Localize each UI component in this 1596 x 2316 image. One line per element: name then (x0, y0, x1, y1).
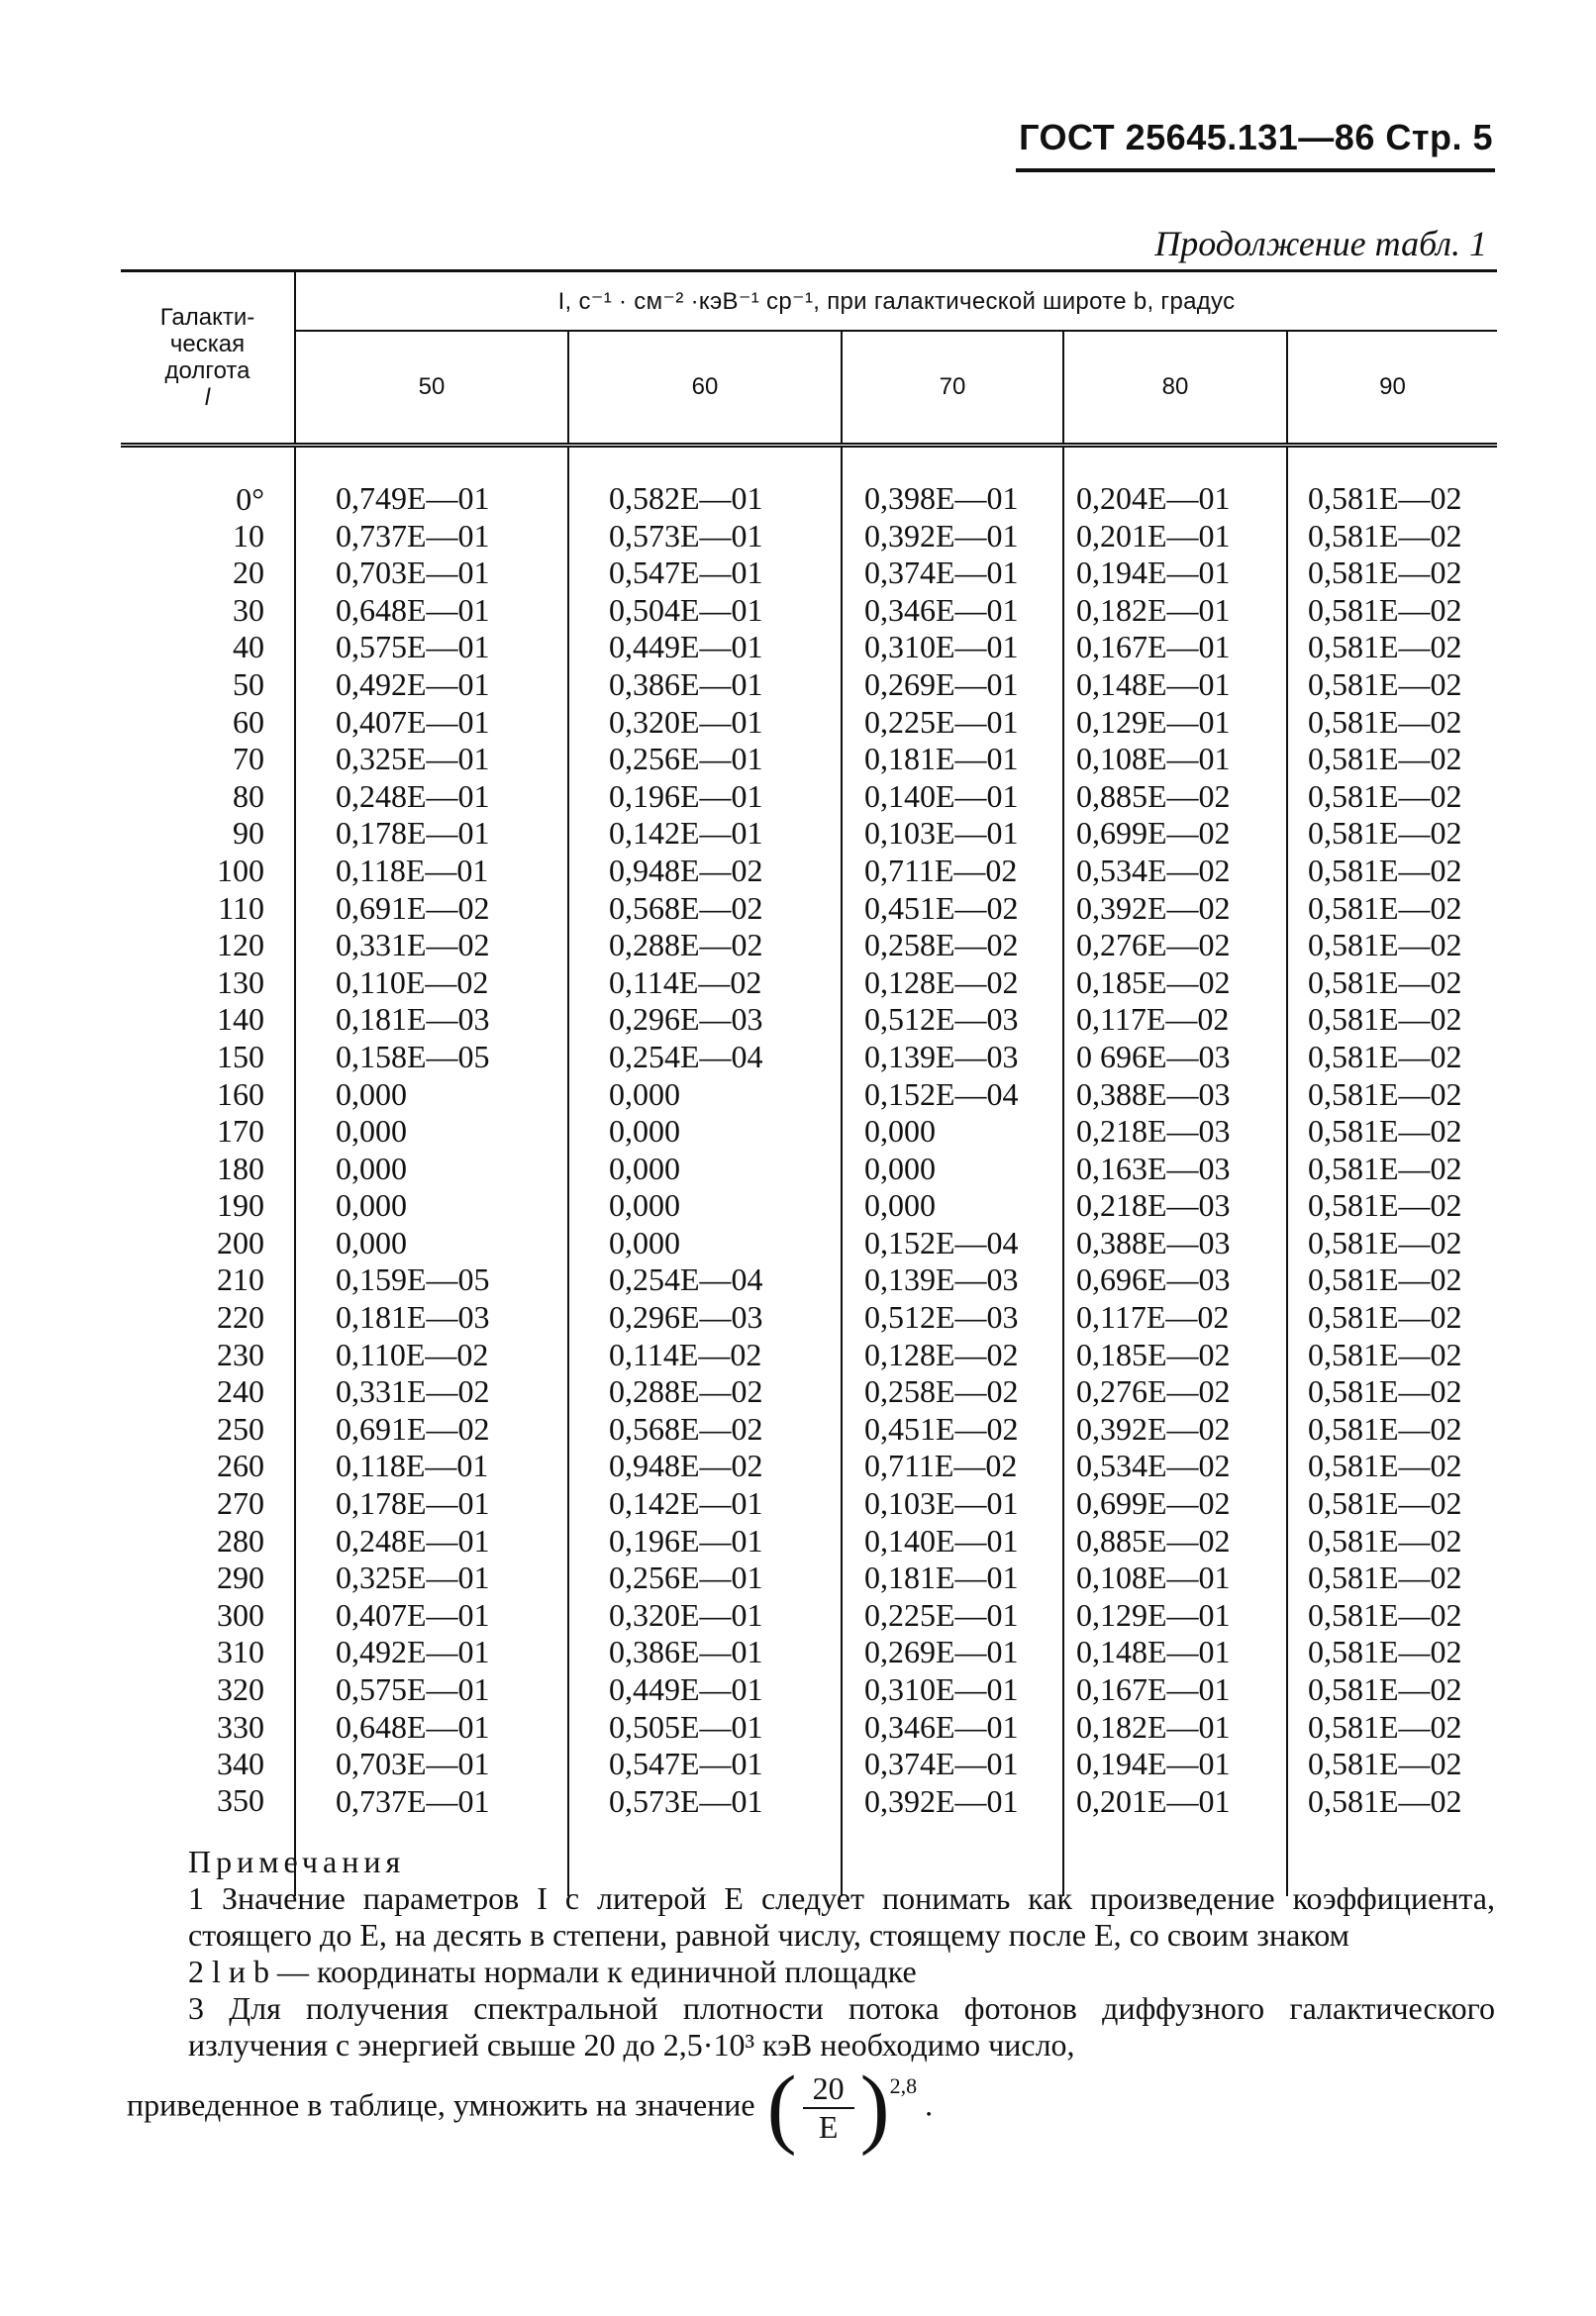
intensity-cell: 0,581Е—02 (1308, 629, 1462, 665)
longitude-cell: 230 (121, 1337, 295, 1374)
intensity-cell: 0,139Е—03 (842, 1039, 1063, 1076)
table-row (121, 1560, 1497, 1597)
header-rule (1016, 168, 1495, 172)
table-row (121, 1299, 1497, 1337)
intensity-cell: 0,581Е—02 (1308, 963, 1462, 1000)
intensity-cell: 0,374Е—01 (842, 554, 1063, 592)
intensity-cell: 0,254Е—04 (568, 1039, 842, 1076)
intensity-cell: 0,581Е—02 (1308, 1782, 1462, 1819)
table-row (121, 1151, 1497, 1188)
intensity-cell: 0,581Е—02 (1308, 1708, 1462, 1745)
intensity-cell: 0,148Е—01 (1063, 1634, 1287, 1671)
table-row (121, 1225, 1497, 1262)
intensity-cell: 0,000 (295, 1113, 568, 1151)
notes-section (127, 1844, 1495, 2157)
intensity-cell: 0,581Е—02 (1308, 1373, 1462, 1410)
intensity-cell: 0,581Е—02 (1308, 1596, 1462, 1633)
intensity-cell: 0,648Е—01 (295, 592, 568, 630)
intensity-cell: 0,196Е—01 (568, 778, 842, 816)
intensity-cell: 0,194Е—01 (1063, 554, 1287, 592)
longitude-cell: 190 (121, 1187, 295, 1225)
intensity-cell: 0,581Е—02 (1308, 927, 1462, 963)
intensity-cell: 0,568Е—02 (568, 890, 842, 928)
longitude-cell: 30 (121, 592, 295, 630)
intensity-cell: 0,581Е—02 (1308, 665, 1462, 702)
longitude-cell: 270 (121, 1485, 295, 1523)
intensity-cell: 0,691Е—02 (295, 1411, 568, 1449)
energy-formula: ( $\frac{20}{E}$ )$^{2,8}$ (766, 2059, 918, 2157)
table-row (121, 666, 1497, 704)
intensity-cell: 0,288Е—02 (568, 1373, 842, 1411)
intensity-cell: 0,194Е—01 (1063, 1746, 1287, 1783)
intensity-cell: 0,386Е—01 (568, 666, 842, 704)
longitude-cell: 240 (121, 1373, 295, 1411)
intensity-cell: 0,325Е—01 (295, 1560, 568, 1597)
longitude-cell: 100 (121, 853, 295, 890)
intensity-cell: 0,000 (568, 1225, 842, 1262)
intensity-cell: 0,000 (295, 1225, 568, 1262)
intensity-cell: 0,000 (295, 1187, 568, 1225)
latitude-header-70: 70 (842, 331, 1063, 446)
intensity-cell: 0,581Е—02 (1308, 1522, 1462, 1559)
longitude-cell: 10 (121, 518, 295, 555)
intensity-cell: 0,492Е—01 (295, 666, 568, 704)
formula-numerator: 20 (803, 2070, 854, 2109)
longitude-cell: 290 (121, 1560, 295, 1597)
note-3: 3 Для получения спектральной плотности потока фотонов диффузного галактического излучения с энергией свыше 20 до 2,5·10³ кэВ необходимо число, (188, 1990, 1495, 2063)
intensity-cell: 0,492Е—01 (295, 1634, 568, 1671)
table-row (121, 592, 1497, 630)
table-row (121, 778, 1497, 816)
formula-denominator: E (818, 2109, 839, 2145)
table-row (121, 964, 1497, 1002)
intensity-cell: 0,703Е—01 (295, 1746, 568, 1783)
intensity-cell: 0,114Е—02 (568, 964, 842, 1002)
intensity-cell: 0,181Е—01 (842, 741, 1063, 778)
latitude-header-90: 90 (1379, 373, 1406, 400)
table-row (121, 629, 1497, 666)
longitude-cell: 0° (121, 448, 295, 518)
longitude-cell: 70 (121, 741, 295, 778)
intensity-cell: 0,178Е—01 (295, 815, 568, 853)
intensity-cell: 0,711Е—02 (842, 1448, 1063, 1485)
longitude-cell: 80 (121, 778, 295, 816)
intensity-cell: 0,581Е—02 (1308, 591, 1462, 628)
intensity-cell: 0,269Е—01 (842, 666, 1063, 704)
intensity-cell: 0,108Е—01 (1063, 741, 1287, 778)
table-row (121, 815, 1497, 853)
intensity-cell: 0,181Е—03 (295, 1299, 568, 1337)
intensity-cell: 0,296Е—03 (568, 1001, 842, 1039)
intensity-cell: 0,581Е—02 (1308, 777, 1462, 814)
intensity-cell: 0,181Е—03 (295, 1001, 568, 1039)
intensity-cell: 0,581Е—02 (1308, 1001, 1462, 1038)
intensity-cell: 0,581Е—02 (1308, 1187, 1462, 1224)
longitude-cell: 320 (121, 1671, 295, 1709)
intensity-cell: 0,737Е—01 (295, 1783, 568, 1897)
intensity-cell: 0,581Е—02 (1308, 1299, 1462, 1336)
intensity-cell: 0,581Е—02 (1308, 1261, 1462, 1298)
longitude-cell: 350 (121, 1783, 295, 1897)
table-row (121, 1597, 1497, 1635)
intensity-cell: 0,374Е—01 (842, 1746, 1063, 1783)
intensity-cell: 0,158Е—05 (295, 1039, 568, 1076)
table-row (121, 1261, 1497, 1299)
intensity-cell: 0,117Е—02 (1063, 1001, 1287, 1039)
intensity-cell: 0,581Е—02 (1308, 480, 1462, 516)
longitude-cell: 150 (121, 1039, 295, 1076)
intensity-cell: 0,568Е—02 (568, 1411, 842, 1449)
longitude-cell: 160 (121, 1076, 295, 1114)
intensity-cell: 0,159Е—05 (295, 1261, 568, 1299)
table-row (121, 1001, 1497, 1039)
table-row (121, 1671, 1497, 1709)
intensity-cell: 0,547Е—01 (568, 554, 842, 592)
intensity-cell: 0,691Е—02 (295, 890, 568, 928)
intensity-cell: 0,392Е—01 (842, 1783, 1063, 1897)
intensity-cell: 0,000 (842, 1113, 1063, 1151)
intensity-cell: 0,225Е—01 (842, 704, 1063, 742)
intensity-cell: 0,103Е—01 (842, 815, 1063, 853)
intensity-cell: 0,388Е—03 (1063, 1225, 1287, 1262)
intensity-cell: 0,142Е—01 (568, 815, 842, 853)
intensity-cell: 0,182Е—01 (1063, 1709, 1287, 1747)
intensity-cell: 0,181Е—01 (842, 1560, 1063, 1597)
intensity-cell: 0,581Е—02 (1308, 1560, 1462, 1596)
intensity-cell: 0,256Е—01 (568, 1560, 842, 1597)
intensity-cell: 0,129Е—01 (1063, 704, 1287, 742)
latitude-header-60: 60 (568, 331, 842, 446)
intensity-cell: 0,296Е—03 (568, 1299, 842, 1337)
intensity-cell: 0,407Е—01 (295, 1597, 568, 1635)
table-body (121, 448, 1497, 1896)
formula-exponent: 2,8 (889, 2073, 918, 2098)
longitude-cell: 110 (121, 890, 295, 928)
intensity-header: I, с⁻¹ · см⁻² ·кэВ⁻¹ ср⁻¹, при галактической широте b, градус (295, 271, 1497, 332)
intensity-cell: 0,696Е—03 (1063, 1261, 1287, 1299)
intensity-cell: 0,114Е—02 (568, 1337, 842, 1374)
intensity-cell: 0,581Е—02 (1308, 741, 1462, 777)
intensity-cell: 0,346Е—01 (842, 1709, 1063, 1747)
intensity-cell: 0,581Е—02 (1308, 815, 1462, 852)
longitude-cell: 300 (121, 1597, 295, 1635)
intensity-cell: 0,185Е—02 (1063, 1337, 1287, 1374)
longitude-header-line: l (204, 384, 211, 411)
intensity-cell: 0,310Е—01 (842, 1671, 1063, 1709)
intensity-cell: 0,163Е—03 (1063, 1151, 1287, 1188)
intensity-cell: 0,128Е—02 (842, 1337, 1063, 1374)
table-row (121, 1337, 1497, 1374)
intensity-cell: 0,581Е—02 (1308, 1038, 1462, 1074)
intensity-cell: 0,140Е—01 (842, 778, 1063, 816)
intensity-cell: 0,108Е—01 (1063, 1560, 1287, 1597)
longitude-cell: 220 (121, 1299, 295, 1337)
intensity-cell: 0,331Е—02 (295, 927, 568, 964)
intensity-cell: 0,000 (568, 1187, 842, 1225)
intensity-cell: 0,218Е—03 (1063, 1187, 1287, 1225)
table-row (121, 704, 1497, 742)
intensity-cell: 0,000 (842, 1187, 1063, 1225)
intensity-cell: 0,581Е—02 (1308, 1336, 1462, 1372)
intensity-cell: 0,885Е—02 (1063, 778, 1287, 816)
longitude-cell: 250 (121, 1411, 295, 1449)
intensity-cell: 0,573Е—01 (568, 518, 842, 555)
intensity-cell: 0,581Е—02 (1308, 1485, 1462, 1522)
intensity-cell: 0,581Е—02 (1308, 1224, 1462, 1260)
intensity-cell: 0,204Е—01 (1063, 448, 1287, 518)
intensity-cell: 0,699Е—02 (1063, 815, 1287, 853)
intensity-cell: 0,152Е—04 (842, 1225, 1063, 1262)
intensity-cell: 0,703Е—01 (295, 554, 568, 592)
longitude-cell: 260 (121, 1448, 295, 1485)
intensity-cell: 0,129Е—01 (1063, 1597, 1287, 1635)
intensity-cell: 0,581Е—02 (1308, 852, 1462, 888)
longitude-cell: 20 (121, 554, 295, 592)
intensity-cell: 0,547Е—01 (568, 1746, 842, 1783)
intensity-cell: 0,256Е—01 (568, 741, 842, 778)
intensity-cell: 0,167Е—01 (1063, 1671, 1287, 1709)
intensity-cell: 0,178Е—01 (295, 1485, 568, 1523)
longitude-cell: 140 (121, 1001, 295, 1039)
intensity-cell: 0,201Е—01 (1063, 518, 1287, 555)
intensity-cell: 0,699Е—02 (1063, 1485, 1287, 1523)
note-1: 1 Значение параметров I с литерой Е следует понимать как произведение коэффициента, стоящего до Е, на десять в степени, равной числу, стоящему после Е, со своим знаком (188, 1880, 1495, 1953)
intensity-cell: 0,392Е—01 (842, 518, 1063, 555)
table-row (121, 1373, 1497, 1411)
intensity-cell: 0,182Е—01 (1063, 592, 1287, 630)
intensity-cell: 0,310Е—01 (842, 629, 1063, 666)
intensity-cell: 0,185Е—02 (1063, 964, 1287, 1002)
table-row (121, 1411, 1497, 1449)
intensity-cell: 0,276Е—02 (1063, 1373, 1287, 1411)
intensity-cell: 0,575Е—01 (295, 629, 568, 666)
intensity-cell: 0,276Е—02 (1063, 927, 1287, 964)
intensity-cell: 0,118Е—01 (295, 1448, 568, 1485)
longitude-cell: 180 (121, 1151, 295, 1188)
intensity-cell: 0,201Е—01 (1063, 1783, 1287, 1897)
intensity-cell: 0,000 (568, 1076, 842, 1114)
intensity-cell: 0,582Е—01 (568, 448, 842, 518)
intensity-cell: 0,737Е—01 (295, 518, 568, 555)
table-row (121, 890, 1497, 928)
intensity-cell: 0,581Е—02 (1308, 1075, 1462, 1112)
intensity-cell: 0,118Е—01 (295, 853, 568, 890)
page-header: ГОСТ 25645.131—86 Стр. 5 (1019, 117, 1493, 157)
intensity-cell: 0,110Е—02 (295, 964, 568, 1002)
intensity-cell: 0,225Е—01 (842, 1597, 1063, 1635)
longitude-cell: 40 (121, 629, 295, 666)
intensity-cell: 0,248Е—01 (295, 778, 568, 816)
table-row (121, 853, 1497, 890)
table-row (121, 1448, 1497, 1485)
intensity-cell: 0,504Е—01 (568, 592, 842, 630)
table-row (121, 518, 1497, 555)
intensity-cell: 0,110Е—02 (295, 1337, 568, 1374)
intensity-cell: 0,711Е—02 (842, 853, 1063, 890)
intensity-cell: 0,128Е—02 (842, 964, 1063, 1002)
intensity-cell: 0,948Е—02 (568, 853, 842, 890)
intensity-cell: 0,103Е—01 (842, 1485, 1063, 1523)
intensity-cell: 0,142Е—01 (568, 1485, 842, 1523)
intensity-cell: 0,254Е—04 (568, 1261, 842, 1299)
intensity-cell: 0,269Е—01 (842, 1634, 1063, 1671)
notes-title: Примечания (188, 1844, 406, 1879)
intensity-cell: 0,167Е—01 (1063, 629, 1287, 666)
intensity-cell: 0,388Е—03 (1063, 1076, 1287, 1114)
intensity-cell: 0,392Е—02 (1063, 1411, 1287, 1449)
intensity-cell: 0,386Е—01 (568, 1634, 842, 1671)
table-row (121, 741, 1497, 778)
intensity-cell: 0,000 (568, 1113, 842, 1151)
intensity-cell: 0,392Е—02 (1063, 890, 1287, 928)
intensity-cell: 0,648Е—01 (295, 1709, 568, 1747)
intensity-cell: 0,573Е—01 (568, 1783, 842, 1897)
table-row (121, 1039, 1497, 1076)
intensity-cell: 0,152Е—04 (842, 1076, 1063, 1114)
intensity-cell: 0,948Е—02 (568, 1448, 842, 1485)
intensity-cell: 0,534Е—02 (1063, 1448, 1287, 1485)
intensity-cell: 0,581Е—02 (1308, 889, 1462, 926)
intensity-cell: 0,000 (295, 1076, 568, 1114)
table-row (121, 1113, 1497, 1151)
intensity-cell: 0,581Е—02 (1308, 1410, 1462, 1447)
longitude-cell: 50 (121, 666, 295, 704)
intensity-cell: 0,000 (295, 1151, 568, 1188)
longitude-cell: 90 (121, 815, 295, 853)
intensity-cell: 0,885Е—02 (1063, 1523, 1287, 1561)
table-row (121, 554, 1497, 592)
longitude-header (121, 271, 295, 446)
intensity-cell: 0,325Е—01 (295, 741, 568, 778)
intensity-cell: 0,139Е—03 (842, 1261, 1063, 1299)
intensity-cell: 0 696Е—03 (1063, 1039, 1287, 1076)
longitude-cell: 340 (121, 1746, 295, 1783)
data-table-container (121, 269, 1497, 1896)
longitude-cell: 200 (121, 1225, 295, 1262)
intensity-cell: 0,581Е—02 (1308, 554, 1462, 591)
table-row (121, 448, 1497, 518)
intensity-cell: 0,512Е—03 (842, 1299, 1063, 1337)
intensity-cell: 0,581Е—02 (1308, 1746, 1462, 1782)
intensity-cell: 0,451Е—02 (842, 1411, 1063, 1449)
intensity-cell: 0,534Е—02 (1063, 853, 1287, 890)
intensity-cell: 0,505Е—01 (568, 1709, 842, 1747)
intensity-cell: 0,258Е—02 (842, 927, 1063, 964)
longitude-cell: 120 (121, 927, 295, 964)
intensity-cell: 0,148Е—01 (1063, 666, 1287, 704)
table-row (121, 1485, 1497, 1523)
data-table (121, 269, 1497, 1896)
intensity-cell: 0,258Е—02 (842, 1373, 1063, 1411)
intensity-cell: 0,449Е—01 (568, 1671, 842, 1709)
intensity-cell: 0,288Е—02 (568, 927, 842, 964)
longitude-cell: 210 (121, 1261, 295, 1299)
intensity-cell: 0,218Е—03 (1063, 1113, 1287, 1151)
intensity-cell: 0,451Е—02 (842, 890, 1063, 928)
intensity-cell: 0,398Е—01 (842, 448, 1063, 518)
intensity-cell: 0,581Е—02 (1308, 703, 1462, 740)
table-row (121, 1523, 1497, 1561)
table-row (121, 1076, 1497, 1114)
intensity-cell: 0,117Е—02 (1063, 1299, 1287, 1337)
intensity-cell: 0,320Е—01 (568, 704, 842, 742)
longitude-cell: 280 (121, 1523, 295, 1561)
longitude-cell: 330 (121, 1709, 295, 1747)
intensity-cell: 0,320Е—01 (568, 1597, 842, 1635)
longitude-header-line: долгота (164, 357, 250, 384)
intensity-cell: 0,581Е—02 (1308, 1671, 1462, 1707)
longitude-cell: 130 (121, 964, 295, 1002)
table-row (121, 927, 1497, 964)
intensity-cell: 0,449Е—01 (568, 629, 842, 666)
intensity-cell: 0,000 (568, 1151, 842, 1188)
table-continuation-label: Продолжение табл. 1 (1154, 224, 1487, 263)
table-row (121, 1709, 1497, 1747)
longitude-cell: 310 (121, 1634, 295, 1671)
intensity-cell: 0,575Е—01 (295, 1671, 568, 1709)
intensity-cell: 0,581Е—02 (1308, 1448, 1462, 1484)
intensity-cell: 0,000 (842, 1151, 1063, 1188)
note-3-tail: приведенное в таблице, умножить на значение (127, 2086, 755, 2123)
intensity-cell: 0,346Е—01 (842, 592, 1063, 630)
longitude-cell: 170 (121, 1113, 295, 1151)
intensity-cell: 0,581Е—02 (1308, 1150, 1462, 1186)
intensity-cell: 0,749Е—01 (295, 448, 568, 518)
formula-end: . (925, 2086, 934, 2123)
table-row (121, 1634, 1497, 1671)
table-row (121, 1187, 1497, 1225)
latitude-header-80: 80 (1063, 331, 1287, 446)
intensity-cell: 0,140Е—01 (842, 1523, 1063, 1561)
latitude-header-50: 50 (295, 331, 568, 446)
intensity-cell: 0,581Е—02 (1308, 1113, 1462, 1150)
intensity-cell: 0,248Е—01 (295, 1523, 568, 1561)
intensity-cell: 0,407Е—01 (295, 704, 568, 742)
longitude-header-line: Галакти- (159, 304, 255, 331)
table-row (121, 1746, 1497, 1783)
longitude-header-line: ческая (169, 331, 246, 357)
note-3-continued (127, 2059, 1495, 2157)
longitude-cell: 60 (121, 704, 295, 742)
intensity-cell: 0,581Е—02 (1308, 1634, 1462, 1670)
intensity-cell: 0,581Е—02 (1308, 517, 1462, 554)
intensity-cell: 0,512Е—03 (842, 1001, 1063, 1039)
note-2: 2 l и b — координаты нормали к единичной площадке (188, 1954, 917, 1989)
intensity-cell: 0,196Е—01 (568, 1523, 842, 1561)
intensity-cell: 0,331Е—02 (295, 1373, 568, 1411)
